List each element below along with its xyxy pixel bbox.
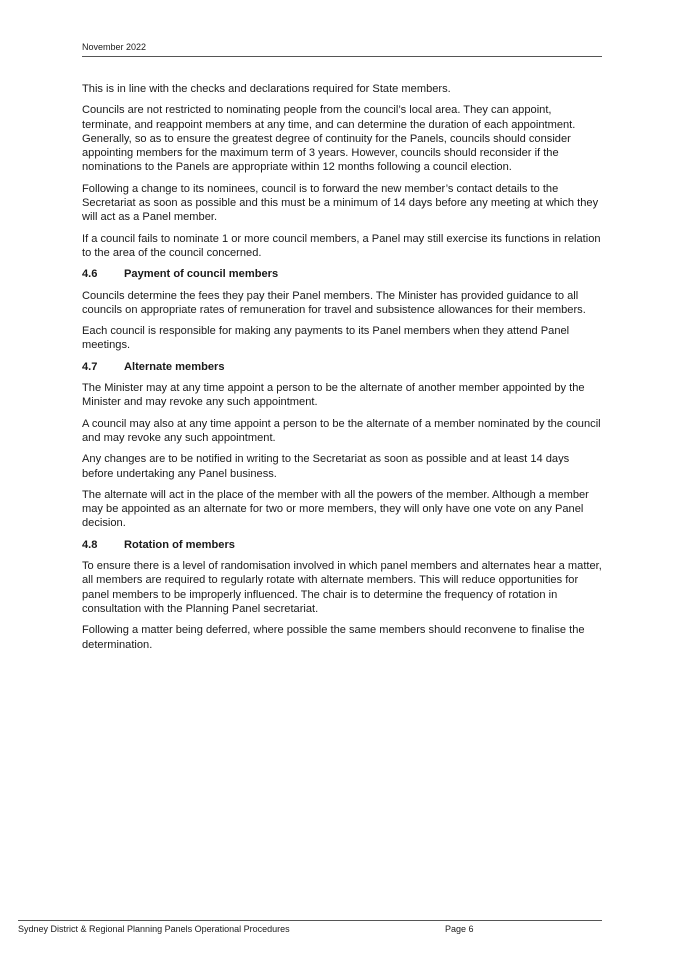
paragraph: Following a change to its nominees, council is to forward the new member’s contact details to the Secretariat as soon as possible and this must be a minimum of 14 days before any meeting at which they will act as a Panel member.	[82, 182, 599, 224]
section-title: Rotation of members	[124, 538, 235, 551]
footer-title: Sydney District & Regional Planning Panels Operational Procedures	[18, 924, 290, 934]
paragraph: The alternate will act in the place of the member with all the powers of the member. Although a member may be appointed as an alternate for two or more members, they will only have one vote on any Panel decision.	[82, 488, 589, 530]
footer-rule	[18, 920, 602, 921]
header-rule	[82, 56, 602, 57]
section-title: Payment of council members	[124, 268, 279, 281]
section-number: 4.8	[82, 538, 98, 551]
page-number: Page 6	[445, 924, 474, 934]
paragraph: Councils are not restricted to nominating people from the council’s local area. They can appoint, terminate, and reappoint members at any time, and can determine the duration of each appointment. Generally, so as to ensure the greatest degree of continuity for the Panels, councils should consider appointing members for the maximum term of 3 years. However, councils should reconsider if the nominations to the Panels are appropriate within 12 months following a council election.	[82, 104, 576, 174]
paragraph: A council may also at any time appoint a person to be the alternate of a member nominated by the council and may revoke any such appointment.	[82, 417, 601, 444]
paragraph: The Minister may at any time appoint a person to be the alternate of another member appointed by the Minister and may revoke any such appointment.	[82, 382, 585, 409]
paragraph: If a council fails to nominate 1 or more council members, a Panel may still exercise its functions in relation to the area of the council concerned.	[82, 232, 601, 259]
header-date: November 2022	[82, 42, 147, 52]
section-title: Alternate members	[124, 360, 225, 373]
section-heading-4-6	[82, 267, 602, 281]
section-heading-4-8	[82, 538, 602, 552]
paragraph: To ensure there is a level of randomisation involved in which panel members and alternates hear a matter, all members are required to regularly rotate with alternate members. This will reduce opportunities for panel members to be improperly influenced. The chair is to determine the frequency of rotation in consultation with the Planning Panel secretariat.	[82, 560, 602, 615]
paragraph: Each council is responsible for making any payments to its Panel members when they attend Panel meetings.	[82, 325, 570, 352]
paragraph: Following a matter being deferred, where possible the same members should reconvene to finalise the determination.	[82, 624, 585, 651]
section-heading-4-7	[82, 360, 602, 374]
document-body	[82, 82, 602, 659]
paragraph: This is in line with the checks and declarations required for State members.	[82, 83, 451, 95]
section-number: 4.7	[82, 360, 98, 373]
section-number: 4.6	[82, 268, 98, 281]
paragraph: Any changes are to be notified in writing to the Secretariat as soon as possible and at least 14 days before undertaking any Panel business.	[82, 453, 570, 480]
paragraph: Councils determine the fees they pay their Panel members. The Minister has provided guidance to all councils on appropriate rates of remuneration for travel and subsistence allowances for their members.	[82, 289, 586, 316]
